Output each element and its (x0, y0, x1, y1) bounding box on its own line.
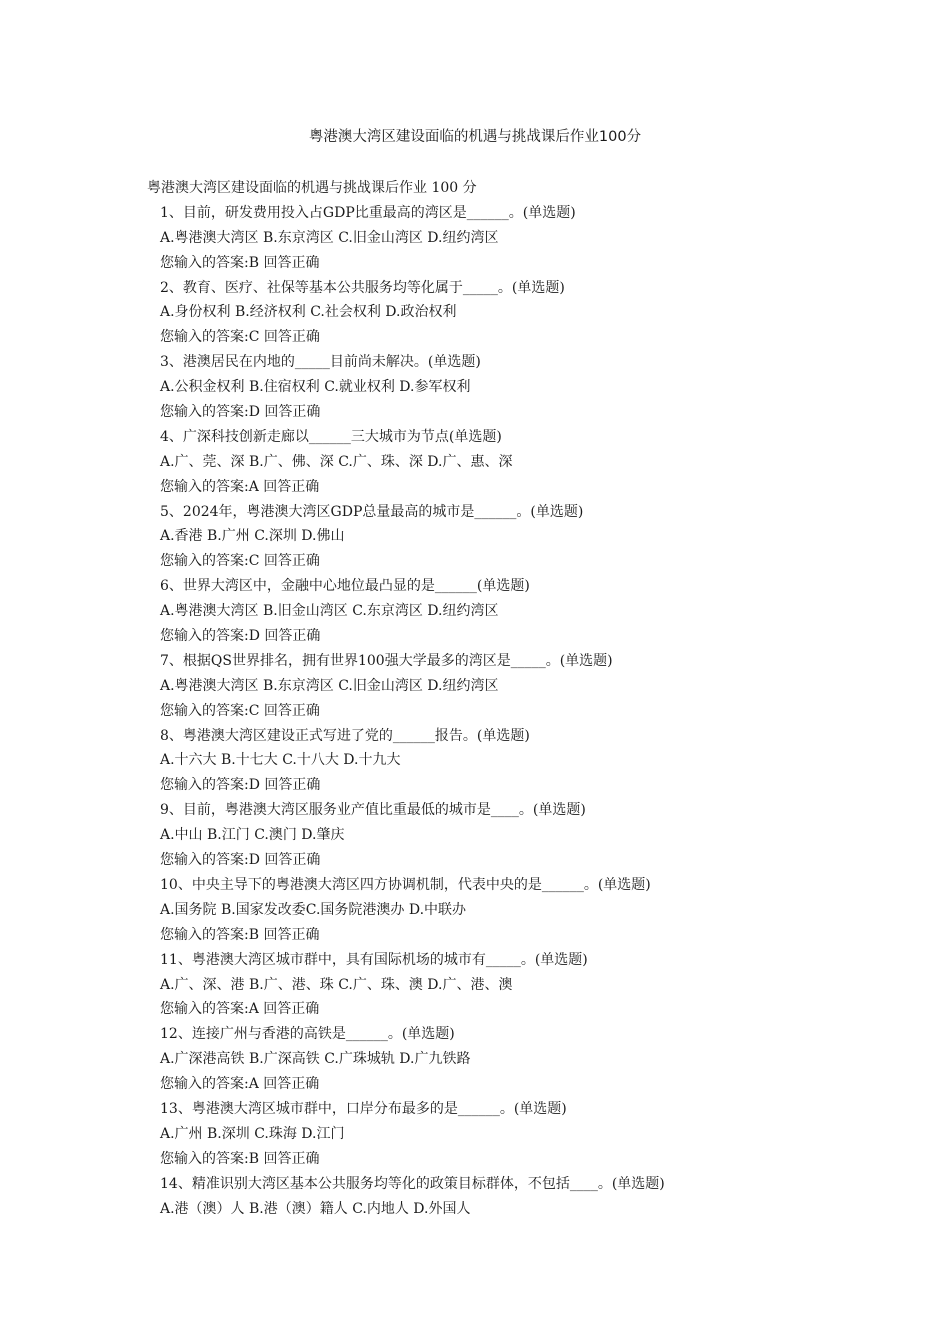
question-block (147, 350, 907, 425)
question-options: A.广、莞、深 B.广、佛、深 C.广、珠、深 D.广、惠、深 (160, 453, 513, 470)
question-options: A.广深港高铁 B.广深高铁 C.广珠城轨 D.广九铁路 (160, 1051, 471, 1068)
document-body (147, 176, 907, 1221)
question-text: 11、粤港澳大湾区城市群中，具有国际机场的城市有_____。(单选题) (160, 951, 588, 968)
question-block (147, 1022, 907, 1097)
question-options: A.身份权利 B.经济权利 C.社会权利 D.政治权利 (160, 304, 457, 321)
question-answer: 您输入的答案:D 回答正确 (160, 628, 321, 645)
question-text: 4、广深科技创新走廊以______三大城市为节点(单选题) (160, 428, 502, 445)
question-answer: 您输入的答案:D 回答正确 (160, 777, 321, 794)
question-options: A.粤港澳大湾区 B.东京湾区 C.旧金山湾区 D.纽约湾区 (160, 677, 499, 694)
question-options: A.十六大 B.十七大 C.十八大 D.十九大 (160, 752, 401, 769)
question-answer: 您输入的答案:C 回答正确 (160, 702, 320, 719)
question-options: A.广州 B.深圳 C.珠海 D.江门 (160, 1125, 345, 1142)
question-text: 13、粤港澳大湾区城市群中，口岸分布最多的是______。(单选题) (160, 1100, 567, 1117)
question-block (147, 1172, 907, 1222)
question-options: A.粤港澳大湾区 B.旧金山湾区 C.东京湾区 D.纽约湾区 (160, 603, 499, 620)
question-options: A.公积金权利 B.住宿权利 C.就业权利 D.参军权利 (160, 379, 471, 396)
question-text: 1、目前，研发费用投入占GDP比重最高的湾区是______。(单选题) (160, 204, 576, 221)
question-text: 2、教育、医疗、社保等基本公共服务均等化属于_____。(单选题) (160, 279, 565, 296)
question-block (147, 798, 907, 873)
question-block (147, 948, 907, 1023)
question-block (147, 1097, 907, 1172)
question-answer: 您输入的答案:A 回答正确 (160, 478, 320, 495)
question-text: 3、港澳居民在内地的_____目前尚未解决。(单选题) (160, 354, 481, 371)
question-text: 14、精准识别大湾区基本公共服务均等化的政策目标群体，不包括____。(单选题) (160, 1175, 665, 1192)
question-answer: 您输入的答案:C 回答正确 (160, 329, 320, 346)
question-answer: 您输入的答案:A 回答正确 (160, 1001, 320, 1018)
question-text: 10、中央主导下的粤港澳大湾区四方协调机制，代表中央的是______。(单选题) (160, 876, 651, 893)
question-answer: 您输入的答案:C 回答正确 (160, 553, 320, 570)
question-options: A.粤港澳大湾区 B.东京湾区 C.旧金山湾区 D.纽约湾区 (160, 229, 499, 246)
question-options: A.中山 B.江门 C.澳门 D.肇庆 (160, 827, 345, 844)
question-text: 8、粤港澳大湾区建设正式写进了党的______报告。(单选题) (160, 727, 530, 744)
question-block (147, 201, 907, 276)
question-block (147, 500, 907, 575)
question-text: 5、2024年，粤港澳大湾区GDP总量最高的城市是______。(单选题) (160, 503, 584, 520)
question-answer: 您输入的答案:B 回答正确 (160, 926, 320, 943)
question-block (147, 649, 907, 724)
question-block (147, 574, 907, 649)
question-answer: 您输入的答案:B 回答正确 (160, 1150, 320, 1167)
question-text: 9、目前，粤港澳大湾区服务业产值比重最低的城市是____。(单选题) (160, 802, 586, 819)
question-options: A.广、深、港 B.广、港、珠 C.广、珠、澳 D.广、港、澳 (160, 976, 513, 993)
document-subtitle: 粤港澳大湾区建设面临的机遇与挑战课后作业 100 分 (147, 180, 477, 196)
question-text: 7、根据QS世界排名，拥有世界100强大学最多的湾区是_____。(单选题) (160, 652, 613, 669)
question-block (147, 425, 907, 500)
question-options: A.港（澳）人 B.港（澳）籍人 C.内地人 D.外国人 (160, 1200, 471, 1217)
question-text: 6、世界大湾区中，金融中心地位最凸显的是______(单选题) (160, 578, 530, 595)
question-options: A.国务院 B.国家发改委C.国务院港澳办 D.中联办 (160, 901, 467, 918)
page-title: 粤港澳大湾区建设面临的机遇与挑战课后作业100分 (308, 129, 642, 145)
question-block (147, 724, 907, 799)
question-options: A.香港 B.广州 C.深圳 D.佛山 (160, 528, 345, 545)
question-block (147, 276, 907, 351)
question-block (147, 873, 907, 948)
question-text: 12、连接广州与香港的高铁是______。(单选题) (160, 1026, 455, 1043)
question-answer: 您输入的答案:B 回答正确 (160, 254, 320, 271)
question-answer: 您输入的答案:A 回答正确 (160, 1076, 320, 1093)
question-answer: 您输入的答案:D 回答正确 (160, 404, 321, 421)
question-answer: 您输入的答案:D 回答正确 (160, 852, 321, 869)
